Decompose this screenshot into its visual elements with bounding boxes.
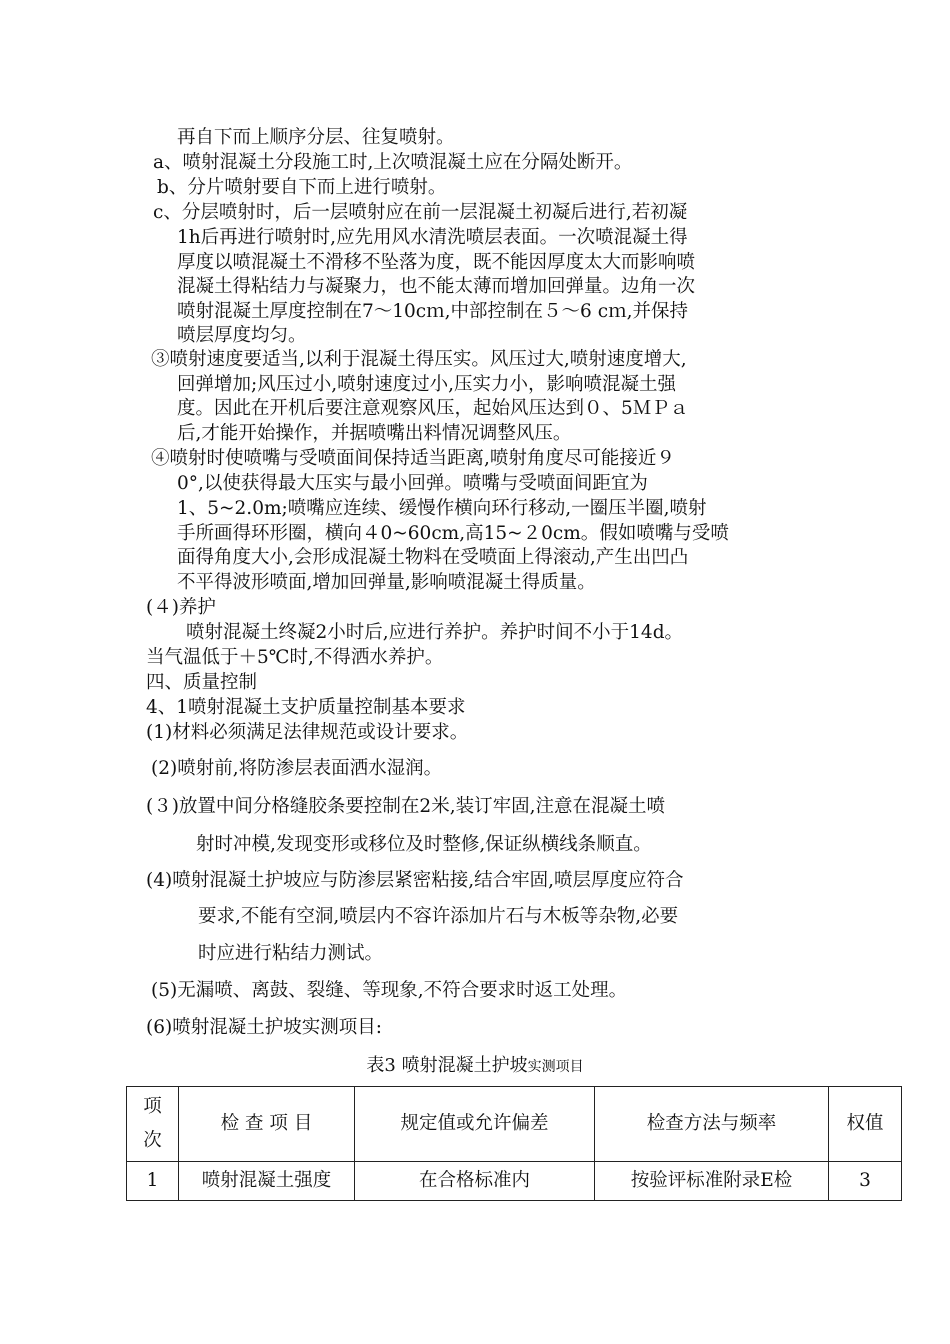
text-line: 混凝土得粘结力与凝聚力，也不能太薄而增加回弹量。边角一次 — [177, 276, 696, 297]
table-caption — [0, 1054, 950, 1079]
text-line: 1h后再进行喷射时,应先用风水清洗喷层表面。一次喷混凝土得 — [177, 227, 688, 248]
text-line: (6)喷射混凝土护坡实测项目: — [146, 1017, 382, 1038]
text-line: (３)放置中间分格缝胶条要控制在2米,装订牢固,注意在混凝土喷 — [146, 796, 665, 817]
text-line: 面得角度大小,会形成混凝土物料在受喷面上得滚动,产生出凹凸 — [177, 547, 689, 568]
table-caption-main: 表3 喷射混凝土护坡 — [366, 1055, 528, 1076]
text-line: 不平得波形喷面,增加回弹量,影响喷混凝土得质量。 — [177, 572, 596, 593]
text-line: 时应进行粘结力测试。 — [198, 943, 384, 964]
text-line: ③喷射速度要适当,以利于混凝土得压实。风压过大,喷射速度增大, — [151, 349, 687, 370]
table-cell: 喷射混凝土强度 — [179, 1162, 355, 1201]
table-cell: 3 — [829, 1162, 902, 1201]
text-line: 再自下而上顺序分层、往复喷射。 — [177, 127, 455, 148]
table-caption-small: 实测项目 — [527, 1059, 584, 1075]
text-line: 喷层厚度均匀。 — [177, 325, 307, 346]
text-line: a、喷射混凝土分段施工时,上次喷混凝土应在分隔处断开。 — [153, 152, 633, 173]
table-cell: 1 — [127, 1162, 179, 1201]
text-line: (4)喷射混凝土护坡应与防渗层紧密粘接,结合牢固,喷层厚度应符合 — [146, 870, 684, 891]
section-heading: (４)养护 — [146, 597, 216, 618]
text-line: (1)材料必须满足法律规范或设计要求。 — [146, 722, 469, 743]
text-line: 后,才能开始操作，并据喷嘴出料情况调整风压。 — [177, 423, 572, 444]
header-cell-method: 检查方法与频率 — [595, 1087, 829, 1162]
subsection-heading: 4、1喷射混凝土支护质量控制基本要求 — [146, 697, 466, 718]
text-line: 厚度以喷混凝土不滑移不坠落为度，既不能因厚度太大而影响喷 — [177, 252, 696, 273]
text-line: 0°,以使获得最大压实与最小回弹。喷嘴与受喷面间距宜为 — [177, 473, 648, 494]
header-cell-index: 项次 — [127, 1087, 179, 1162]
inspection-table — [126, 1086, 902, 1201]
header-cell-weight: 权值 — [829, 1087, 902, 1162]
text-line: c、分层喷射时，后一层喷射应在前一层混凝土初凝后进行,若初凝 — [153, 202, 688, 223]
table-header-row — [127, 1087, 902, 1162]
text-line: 喷射混凝土厚度控制在7～10cｍ,中部控制在５～6 cｍ,并保持 — [177, 301, 688, 322]
text-line: 度。因此在开机后要注意观察风压，起始风压达到０、5ＭＰａ — [177, 398, 689, 419]
text-line: ④喷射时使喷嘴与受喷面间保持适当距离,喷射角度尽可能接近９ — [151, 448, 675, 469]
text-line: 1、5~2.0m;喷嘴应连续、缓慢作横向环行移动,一圈压半圈,喷射 — [177, 498, 707, 519]
text-line: 当气温低于＋5℃时,不得洒水养护。 — [146, 647, 444, 668]
header-cell-tolerance: 规定值或允许偏差 — [355, 1087, 595, 1162]
table-cell: 在合格标准内 — [355, 1162, 595, 1201]
section-heading: 四、质量控制 — [146, 672, 258, 693]
text-line: 喷射混凝土终凝2小时后,应进行养护。养护时间不小于14d。 — [186, 622, 684, 643]
text-line: 回弹增加;风压过小,喷射速度过小,压实力小，影响喷混凝土强 — [177, 374, 676, 395]
header-cell-item: 检 查 项 目 — [179, 1087, 355, 1162]
text-line: b、分片喷射要自下而上进行喷射。 — [157, 177, 447, 198]
text-line: 手所画得环形圈，横向４0~60cm,高15~２0cm。假如喷嘴与受喷 — [177, 523, 729, 544]
table-row — [127, 1162, 902, 1201]
text-line: (5)无漏喷、离鼓、裂缝、等现象,不符合要求时返工处理。 — [151, 980, 628, 1001]
text-line: 射时冲模,发现变形或移位及时整修,保证纵横线条顺直。 — [196, 834, 652, 855]
text-line: 要求,不能有空洞,喷层内不容许添加片石与木板等杂物,必要 — [198, 906, 679, 927]
text-line: (2)喷射前,将防渗层表面洒水湿润。 — [151, 758, 443, 779]
table-cell: 按验评标准附录E检 — [595, 1162, 829, 1201]
